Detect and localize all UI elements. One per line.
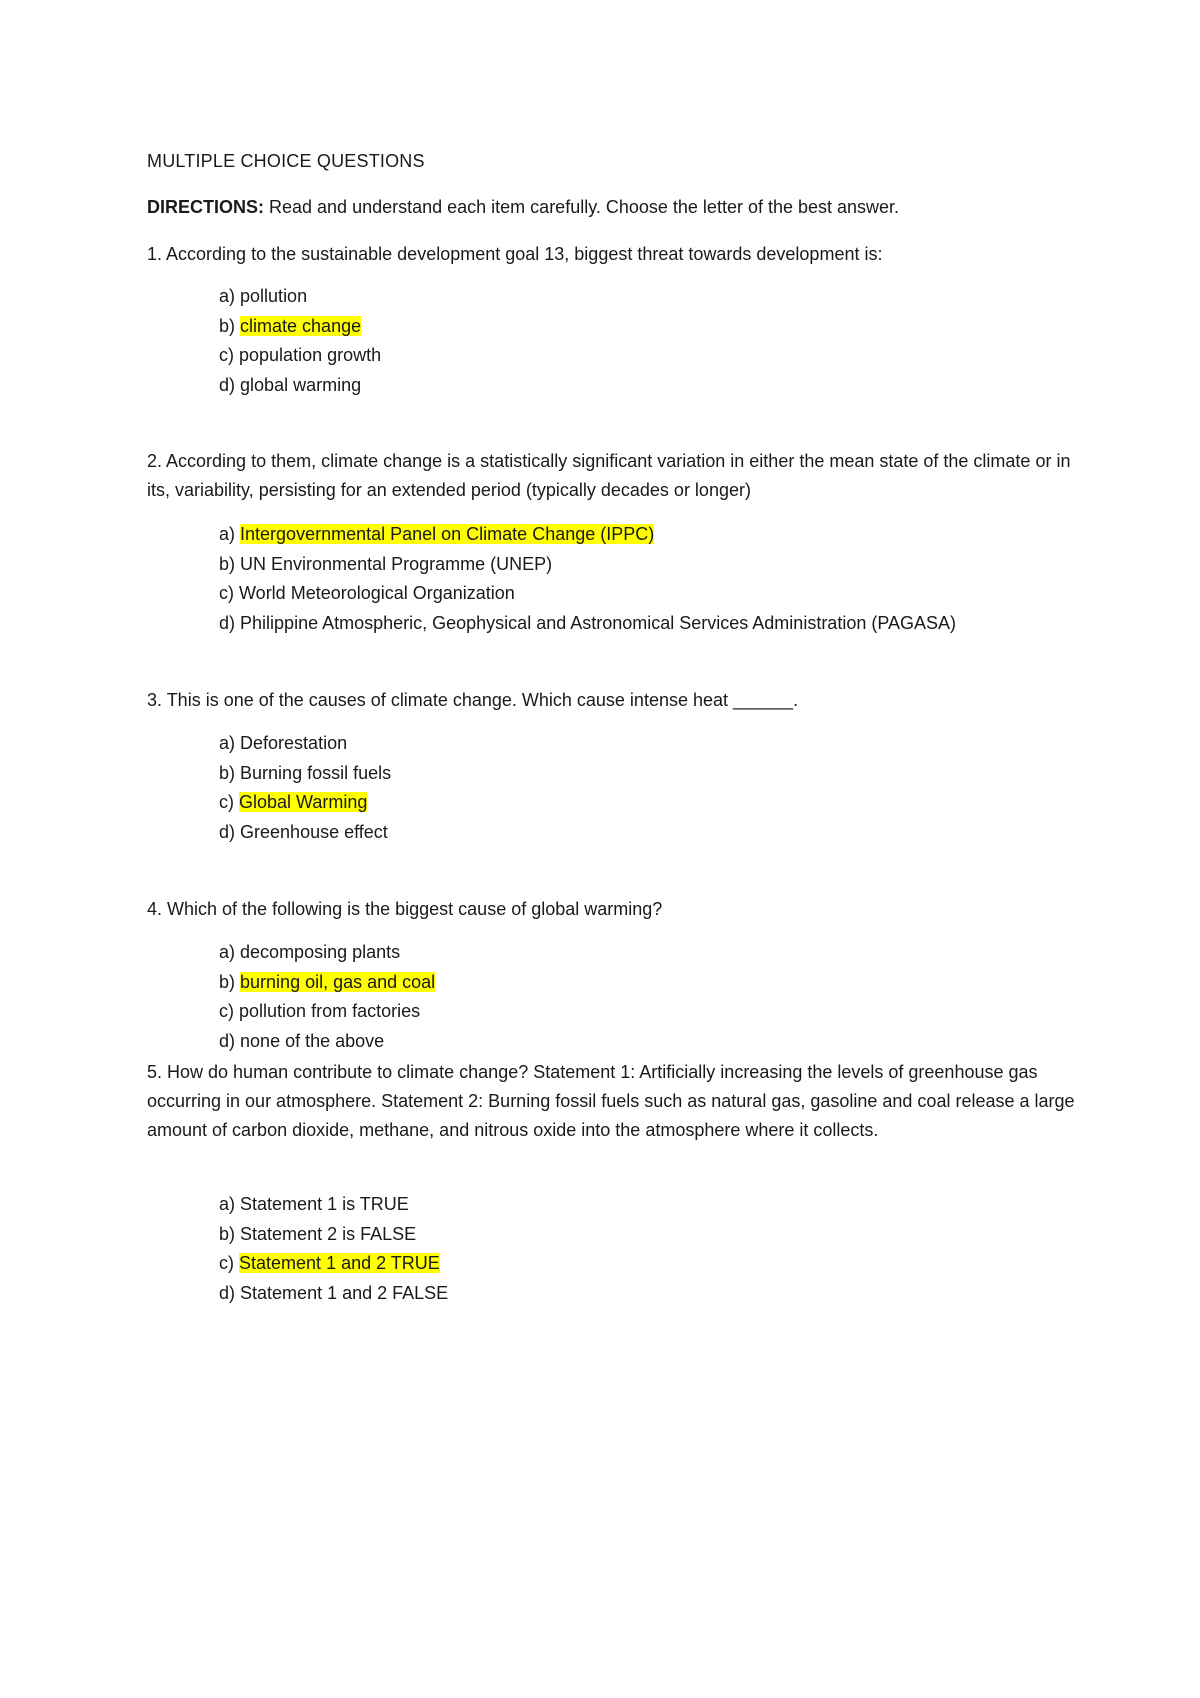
option-text: Greenhouse effect bbox=[240, 821, 388, 842]
option-text: World Meteorological Organization bbox=[239, 583, 515, 603]
option-letter: d) bbox=[219, 374, 236, 395]
question-3 bbox=[147, 686, 1077, 715]
question-2-options bbox=[219, 520, 956, 638]
question-text: Which of the following is the biggest cause of global warming? bbox=[162, 899, 663, 919]
option-text: Burning fossil fuels bbox=[240, 762, 392, 783]
option-2c[interactable] bbox=[219, 579, 956, 609]
question-text: According to them, climate change is a statistically significant variation in either the mean state of the climate or in its, variability, persisting for an extended period (typically decades or longer) bbox=[147, 451, 1071, 500]
question-5 bbox=[147, 1058, 1077, 1145]
option-letter: d) bbox=[219, 612, 236, 633]
option-text: pollution bbox=[240, 286, 308, 306]
option-4c[interactable] bbox=[219, 997, 435, 1027]
option-3b[interactable] bbox=[219, 759, 391, 789]
option-text: global warming bbox=[240, 374, 362, 395]
option-letter: c) bbox=[219, 792, 234, 812]
option-letter: a) bbox=[219, 524, 236, 544]
option-letter: d) bbox=[219, 821, 236, 842]
option-5c[interactable] bbox=[219, 1249, 448, 1279]
option-3a[interactable] bbox=[219, 729, 391, 759]
option-letter: c) bbox=[219, 583, 234, 603]
option-2a[interactable] bbox=[219, 520, 956, 550]
option-letter: c) bbox=[219, 1253, 234, 1273]
option-letter: a) bbox=[219, 942, 236, 962]
question-number: 4. bbox=[147, 899, 163, 919]
option-text: Statement 2 is FALSE bbox=[240, 1223, 417, 1244]
option-text-highlighted: Statement 1 and 2 TRUE bbox=[239, 1253, 440, 1273]
option-letter: b) bbox=[219, 971, 236, 992]
option-1d[interactable] bbox=[219, 371, 381, 401]
option-letter: a) bbox=[219, 1194, 236, 1214]
option-3d[interactable] bbox=[219, 818, 391, 848]
option-2b[interactable] bbox=[219, 550, 956, 580]
option-text: Statement 1 and 2 FALSE bbox=[240, 1282, 449, 1303]
option-letter: b) bbox=[219, 1223, 236, 1244]
option-5d[interactable] bbox=[219, 1279, 448, 1309]
question-2 bbox=[147, 447, 1077, 505]
option-text-highlighted: Intergovernmental Panel on Climate Change (IPPC) bbox=[240, 524, 655, 544]
question-text: According to the sustainable development goal 13, biggest threat towards development is: bbox=[162, 244, 883, 264]
question-number: 2. bbox=[147, 451, 163, 471]
option-letter: d) bbox=[219, 1282, 236, 1303]
option-5b[interactable] bbox=[219, 1220, 448, 1250]
question-number: 5. bbox=[147, 1062, 163, 1082]
option-2d[interactable] bbox=[219, 609, 956, 639]
question-number: 3. bbox=[147, 690, 163, 710]
option-letter: a) bbox=[219, 733, 236, 753]
option-letter: b) bbox=[219, 553, 236, 574]
question-5-options bbox=[219, 1190, 448, 1308]
question-1-options bbox=[219, 282, 381, 400]
option-5a[interactable] bbox=[219, 1190, 448, 1220]
directions-text: Read and understand each item carefully. Choose the letter of the best answer. bbox=[264, 197, 900, 217]
option-letter: b) bbox=[219, 315, 236, 336]
question-number: 1. bbox=[147, 244, 163, 264]
question-1 bbox=[147, 240, 1077, 269]
option-letter: c) bbox=[219, 345, 234, 365]
option-3c[interactable] bbox=[219, 788, 391, 818]
question-3-options bbox=[219, 729, 391, 847]
page-heading: MULTIPLE CHOICE QUESTIONS bbox=[147, 151, 425, 171]
directions bbox=[147, 197, 899, 218]
option-letter: b) bbox=[219, 762, 236, 783]
directions-label: DIRECTIONS: bbox=[147, 197, 264, 217]
option-text: Deforestation bbox=[240, 733, 348, 753]
option-letter: a) bbox=[219, 286, 236, 306]
question-4-options bbox=[219, 938, 435, 1056]
option-text: Statement 1 is TRUE bbox=[240, 1194, 409, 1214]
option-4d[interactable] bbox=[219, 1027, 435, 1057]
question-4 bbox=[147, 895, 1077, 924]
option-letter: c) bbox=[219, 1001, 234, 1021]
option-text: pollution from factories bbox=[239, 1001, 421, 1021]
option-text-highlighted: burning oil, gas and coal bbox=[240, 971, 436, 992]
option-text: population growth bbox=[239, 345, 382, 365]
option-text-highlighted: climate change bbox=[240, 315, 362, 336]
question-text: This is one of the causes of climate change. Which cause intense heat ______. bbox=[162, 690, 799, 710]
option-4a[interactable] bbox=[219, 938, 435, 968]
option-text: none of the above bbox=[240, 1030, 385, 1051]
option-letter: d) bbox=[219, 1030, 236, 1051]
option-1c[interactable] bbox=[219, 341, 381, 371]
option-1b[interactable] bbox=[219, 312, 381, 342]
option-4b[interactable] bbox=[219, 968, 435, 998]
option-text: decomposing plants bbox=[240, 942, 401, 962]
option-text: UN Environmental Programme (UNEP) bbox=[240, 553, 553, 574]
option-text: Philippine Atmospheric, Geophysical and Astronomical Services Administration (PAGASA) bbox=[240, 612, 957, 633]
question-text: How do human contribute to climate change? Statement 1: Artificially increasing the levels of greenhouse gas occurring in our atmosphere. Statement 2: Burning fossil fuels such as natural gas, gasoline and coal release a large amount of carbon dioxide, methane, and nitrous oxide into the atmosphere where it collects. bbox=[147, 1062, 1075, 1140]
option-text-highlighted: Global Warming bbox=[239, 792, 368, 812]
option-1a[interactable] bbox=[219, 282, 381, 312]
